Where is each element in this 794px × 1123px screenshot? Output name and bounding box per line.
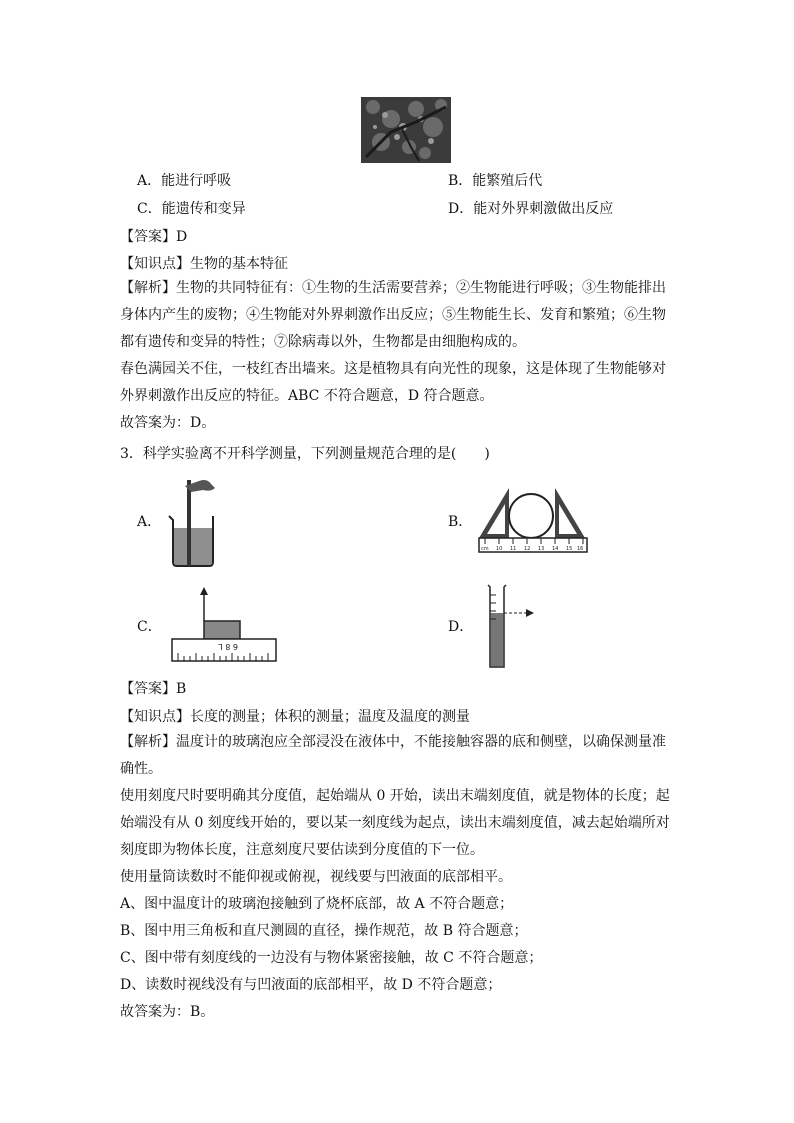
q2-analysis-line: 外界刺激作出反应的特征。ABC 不符合题意，D 符合题意。 [120, 388, 494, 404]
q2-analysis-line: 身体内产生的废物；④生物能对外界刺激作出反应；⑤生物能生长、发育和繁殖；⑥生物 [120, 307, 666, 323]
ruler-b-tick: 11 [510, 546, 517, 552]
q2-option-c: C．能遗传和变异 [137, 201, 246, 217]
q3-option-d-label: D． [448, 619, 474, 635]
q3-knowledge-point: 【知识点】长度的测量；体积的测量；温度及温度的测量 [120, 709, 470, 725]
q2-analysis-line: 春色满园关不住，一枝红杏出墙来。这是植物具有向光性的现象，这是体现了生物能够对 [120, 361, 666, 377]
q3-answer: 【答案】B [120, 681, 187, 697]
q3-analysis-line: 使用刻度尺时要明确其分度值，起始端从 0 开始，读出末端刻度值，就是物体的长度；起 [120, 788, 670, 804]
ruler-b-tick: 15 [566, 546, 573, 552]
q3-option-a-label: A． [137, 514, 162, 530]
q3-analysis-line: A、图中温度计的玻璃泡接触到了烧杯底部，故 A 不符合题意； [120, 896, 514, 912]
q2-option-d: D．能对外界刺激做出反应 [448, 201, 614, 217]
figure-b-triangles-circle-ruler [477, 484, 589, 554]
ruler-b-tick: 16 [577, 546, 584, 552]
figure-a-thermometer-beaker [163, 478, 223, 568]
ruler-b-tick: 12 [524, 546, 531, 552]
q2-analysis [120, 275, 672, 437]
ruler-b-tick: 14 [552, 546, 559, 552]
q3-conclusion: 故答案为：B。 [120, 1004, 215, 1020]
q3-option-c-label: C． [137, 619, 162, 635]
ruler-b-tick: cm [481, 546, 489, 552]
q2-option-b: B．能繁殖后代 [448, 173, 543, 189]
q2-option-a: A．能进行呼吸 [137, 173, 232, 189]
q2-knowledge-point: 【知识点】生物的基本特征 [120, 256, 288, 272]
figure-d-graduated-cylinder [486, 583, 536, 669]
ruler-c-digits: 6 8 L [218, 642, 238, 651]
q3-analysis-line: 确性。 [120, 761, 162, 777]
q3-analysis-line: D、读数时视线没有与凹液面的底部相平，故 D 不符合题意； [120, 977, 502, 993]
q2-conclusion: 故答案为：D。 [120, 415, 216, 431]
q2-analysis-line: 【解析】生物的共同特征有：①生物的生活需要营养；②生物能进行呼吸；③生物能排出 [120, 280, 666, 296]
q2-analysis-line: 都有遗传和变异的特性；⑦除病毒以外，生物都是由细胞构成的。 [120, 334, 526, 350]
figure-c-block-ruler [170, 585, 278, 663]
q3-analysis-line: 刻度即为物体长度，注意刻度尺要估读到分度值的下一位。 [120, 842, 484, 858]
q3-analysis-line: C、图中带有刻度线的一边没有与物体紧密接触，故 C 不符合题意； [120, 950, 543, 966]
q3-analysis-line: 【解析】温度计的玻璃泡应全部浸没在液体中，不能接触容器的底和侧壁，以确保测量准 [120, 734, 666, 750]
q3-option-b-label: B． [448, 514, 473, 530]
ruler-b-tick: 13 [538, 546, 545, 552]
q3-analysis-line: 使用量筒读数时不能仰视或俯视，视线要与凹液面的底部相平。 [120, 869, 512, 885]
q3-analysis-line: B、图中用三角板和直尺测圆的直径，操作规范，故 B 符合题意； [120, 923, 528, 939]
apricot-photo [361, 97, 451, 163]
ruler-b-tick: 10 [496, 546, 503, 552]
q3-analysis-line: 始端没有从 0 刻度线开始的，要以某一刻度线为起点，读出末端刻度值，减去起始端所对 [120, 815, 670, 831]
q3-stem: 3．科学实验离不开科学测量，下列测量规范合理的是( ) [120, 446, 490, 462]
q3-analysis [120, 729, 672, 1026]
q2-answer: 【答案】D [120, 229, 188, 245]
